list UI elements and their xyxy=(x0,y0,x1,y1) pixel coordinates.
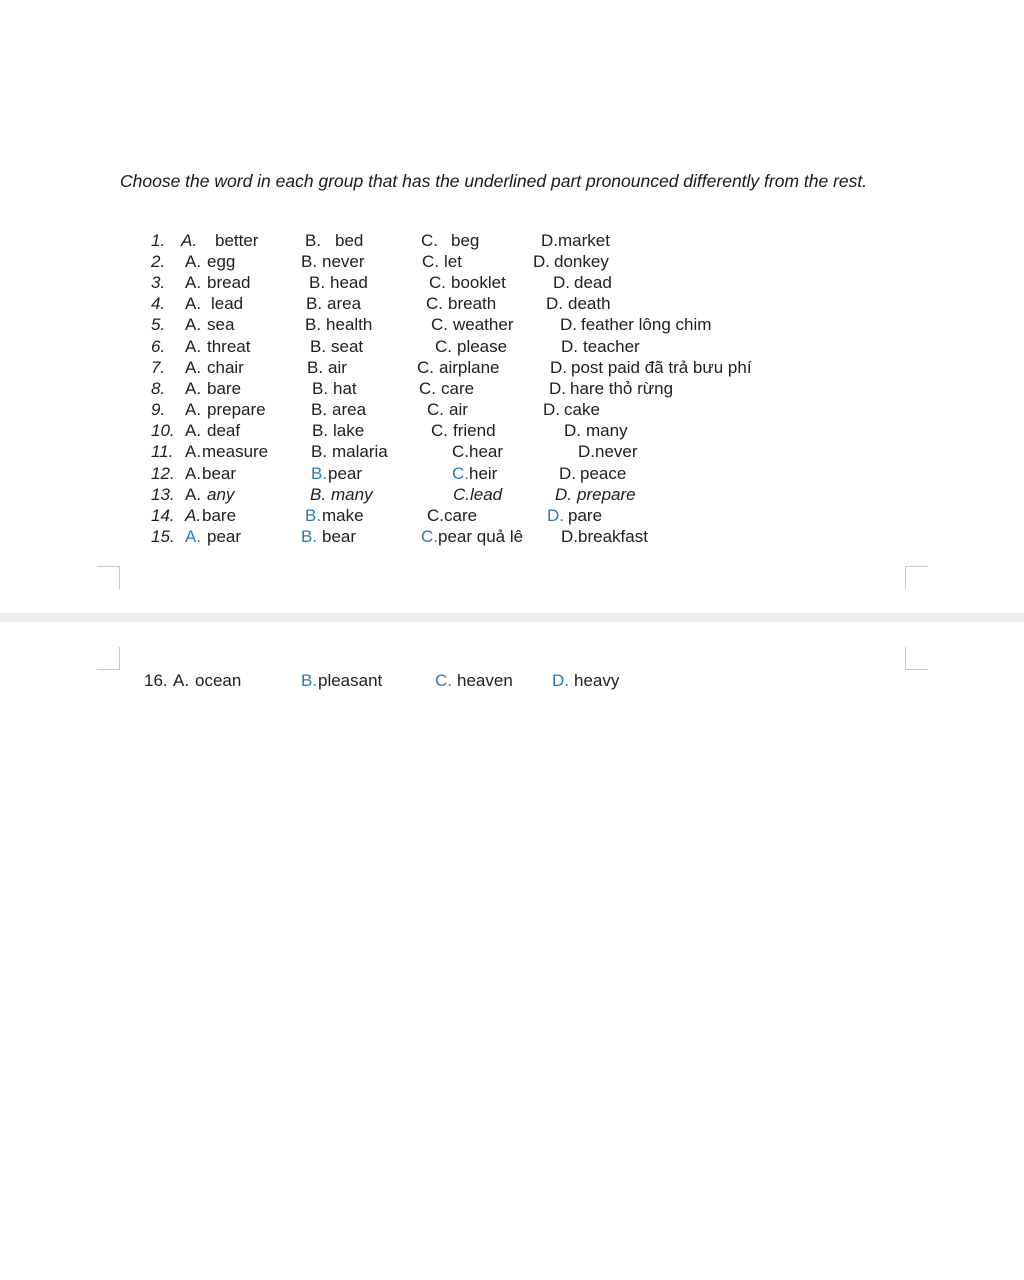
option-a-word: bread xyxy=(207,273,251,292)
option-a-prefix: A. xyxy=(185,506,202,525)
option-d-word: breakfast xyxy=(578,527,648,546)
option-c-word: booklet xyxy=(451,273,506,292)
question-row-16 xyxy=(0,670,1024,691)
question-row xyxy=(0,251,1024,272)
option-c-prefix: C. xyxy=(429,273,446,292)
option-d-prefix: D. xyxy=(549,379,566,398)
option-b-word: many xyxy=(331,485,373,504)
question-row xyxy=(0,505,1024,526)
question-row xyxy=(0,272,1024,293)
option-b-word: area xyxy=(332,400,367,419)
option-d-word: market xyxy=(558,231,610,250)
option-a-word: lead xyxy=(211,294,244,313)
option-a-prefix: A. xyxy=(185,294,202,313)
question-number: 1. xyxy=(151,231,166,250)
option-a-word: bare xyxy=(202,506,237,525)
option-c-prefix: C. xyxy=(421,527,438,546)
option-b-word: seat xyxy=(331,337,364,356)
question-row xyxy=(0,293,1024,314)
option-d-prefix: D. xyxy=(546,294,563,313)
question-row xyxy=(0,314,1024,335)
option-b-word: pleasant xyxy=(318,671,383,690)
option-a-prefix: A. xyxy=(185,379,202,398)
option-d-word: pare xyxy=(568,506,603,525)
option-c-word: care xyxy=(444,506,478,525)
option-c-word: air xyxy=(449,400,468,419)
option-a-word: egg xyxy=(207,252,236,271)
option-c-prefix: C. xyxy=(431,315,448,334)
option-d-prefix: D. xyxy=(553,273,570,292)
option-c-word: let xyxy=(444,252,462,271)
question-number: 14. xyxy=(151,506,175,525)
question-number: 12. xyxy=(151,464,175,483)
question-number: 11. xyxy=(151,442,174,461)
option-d-word: heavy xyxy=(574,671,620,690)
question-row xyxy=(0,357,1024,378)
page-break-gap xyxy=(0,613,1024,622)
question-number: 2. xyxy=(151,252,166,271)
option-a-word: measure xyxy=(202,442,269,461)
option-c-word: friend xyxy=(453,421,496,440)
option-d-word: teacher xyxy=(583,337,640,356)
option-b-word: hat xyxy=(333,379,357,398)
option-d-prefix: D. xyxy=(533,252,550,271)
option-d-prefix: D. xyxy=(559,464,576,483)
option-b-prefix: B. xyxy=(301,252,318,271)
option-b-word: area xyxy=(327,294,362,313)
option-c-word: airplane xyxy=(439,358,500,377)
option-b-word: health xyxy=(326,315,373,334)
option-b-prefix: B. xyxy=(305,315,322,334)
question-number: 16. xyxy=(144,671,168,690)
option-d-prefix: D. xyxy=(552,671,569,690)
option-a-prefix: A. xyxy=(185,442,202,461)
question-number: 15. xyxy=(151,527,175,546)
option-c-prefix: C. xyxy=(435,671,452,690)
option-c-word: beg xyxy=(451,231,480,250)
option-d-prefix: D. xyxy=(555,485,572,504)
option-d-word: feather lông chim xyxy=(581,315,712,334)
option-d-prefix: D. xyxy=(578,442,595,461)
option-b-prefix: B. xyxy=(310,337,327,356)
option-a-prefix: A. xyxy=(185,485,202,504)
option-c-word: heir xyxy=(469,464,498,483)
option-b-word: never xyxy=(322,252,365,271)
option-d-prefix: D. xyxy=(561,337,578,356)
option-b-prefix: B. xyxy=(305,231,322,250)
question-number: 13. xyxy=(151,485,175,504)
option-c-prefix: C. xyxy=(453,485,470,504)
question-row xyxy=(0,484,1024,505)
option-b-word: pear xyxy=(328,464,363,483)
option-d-word: death xyxy=(568,294,611,313)
option-a-prefix: A. xyxy=(185,400,202,419)
option-c-word: hear xyxy=(469,442,504,461)
option-b-word: lake xyxy=(333,421,365,440)
option-b-prefix: B. xyxy=(311,442,328,461)
option-a-prefix: A. xyxy=(185,464,202,483)
question-row xyxy=(0,463,1024,484)
question-row xyxy=(0,230,1024,251)
option-d-word: prepare xyxy=(577,485,636,504)
option-b-prefix: B. xyxy=(311,400,328,419)
option-b-prefix: B. xyxy=(312,379,329,398)
option-b-prefix: B. xyxy=(309,273,326,292)
option-b-prefix: B. xyxy=(311,464,328,483)
option-a-word: better xyxy=(215,231,259,250)
instruction-text: Choose the word in each group that has the underlined part pronounced differently from the rest. xyxy=(120,171,868,191)
option-a-prefix: A. xyxy=(185,337,202,356)
option-d-word: donkey xyxy=(554,252,609,271)
question-number: 6. xyxy=(151,337,166,356)
option-c-word: care xyxy=(441,379,475,398)
option-b-prefix: B. xyxy=(307,358,324,377)
option-c-prefix: C. xyxy=(419,379,436,398)
option-b-word: air xyxy=(328,358,347,377)
option-c-prefix: C. xyxy=(422,252,439,271)
option-c-prefix: C. xyxy=(435,337,452,356)
option-a-prefix: A. xyxy=(173,671,190,690)
option-c-word: pear quả lê xyxy=(438,527,524,546)
option-d-prefix: D. xyxy=(561,527,578,546)
option-d-prefix: D. xyxy=(560,315,577,334)
question-row xyxy=(0,378,1024,399)
option-c-word: lead xyxy=(470,485,503,504)
option-a-word: chair xyxy=(207,358,244,377)
option-c-word: breath xyxy=(448,294,497,313)
option-c-prefix: C. xyxy=(452,464,469,483)
option-d-prefix: D. xyxy=(541,231,558,250)
question-row xyxy=(0,441,1024,462)
option-d-word: many xyxy=(586,421,628,440)
option-b-word: bear xyxy=(322,527,357,546)
option-a-prefix: A. xyxy=(185,273,202,292)
option-a-word: pear xyxy=(207,527,242,546)
option-c-word: weather xyxy=(453,315,514,334)
question-number: 10. xyxy=(151,421,175,440)
option-a-prefix: A. xyxy=(185,527,202,546)
option-b-prefix: B. xyxy=(306,294,323,313)
option-d-word: never xyxy=(595,442,638,461)
option-d-prefix: D. xyxy=(543,400,560,419)
option-a-prefix: A. xyxy=(185,252,202,271)
option-b-prefix: B. xyxy=(301,527,318,546)
option-a-prefix: A. xyxy=(185,315,202,334)
option-b-prefix: B. xyxy=(310,485,327,504)
option-b-word: malaria xyxy=(332,442,388,461)
option-d-word: cake xyxy=(564,400,600,419)
option-c-prefix: C. xyxy=(427,400,444,419)
option-d-word: peace xyxy=(580,464,627,483)
option-a-word: ocean xyxy=(195,671,242,690)
question-row xyxy=(0,336,1024,357)
question-number: 9. xyxy=(151,400,166,419)
option-a-word: threat xyxy=(207,337,251,356)
margin-corner-mark xyxy=(97,647,120,670)
option-b-word: bed xyxy=(335,231,364,250)
option-a-prefix: A. xyxy=(185,421,202,440)
option-c-word: heaven xyxy=(457,671,513,690)
option-c-prefix: C. xyxy=(452,442,469,461)
option-b-prefix: B. xyxy=(305,506,322,525)
question-row xyxy=(0,399,1024,420)
question-number: 4. xyxy=(151,294,166,313)
option-a-prefix: A. xyxy=(185,358,202,377)
option-a-word: sea xyxy=(207,315,235,334)
option-a-word: any xyxy=(207,485,235,504)
question-number: 7. xyxy=(151,358,166,377)
option-b-prefix: B. xyxy=(301,671,318,690)
question-row xyxy=(0,420,1024,441)
question-number: 3. xyxy=(151,273,166,292)
option-d-prefix: D. xyxy=(550,358,567,377)
option-d-word: post paid đã trả bưu phí xyxy=(571,358,752,377)
option-a-word: bare xyxy=(207,379,242,398)
option-c-prefix: C. xyxy=(426,294,443,313)
margin-corner-mark xyxy=(905,647,928,670)
option-c-prefix: C. xyxy=(417,358,434,377)
option-b-word: head xyxy=(330,273,368,292)
option-d-prefix: D. xyxy=(564,421,581,440)
option-c-word: please xyxy=(457,337,508,356)
margin-corner-mark xyxy=(905,566,928,589)
question-number: 8. xyxy=(151,379,166,398)
option-b-prefix: B. xyxy=(312,421,329,440)
question-number: 5. xyxy=(151,315,166,334)
option-d-word: dead xyxy=(574,273,612,292)
option-b-word: make xyxy=(322,506,364,525)
option-d-prefix: D. xyxy=(547,506,564,525)
option-a-word: deaf xyxy=(207,421,241,440)
option-c-prefix: C. xyxy=(427,506,444,525)
question-row xyxy=(0,526,1024,547)
option-c-prefix: C. xyxy=(421,231,438,250)
option-d-word: hare thỏ rừng xyxy=(570,379,674,398)
option-c-prefix: C. xyxy=(431,421,448,440)
option-a-prefix: A. xyxy=(181,231,198,250)
margin-corner-mark xyxy=(97,566,120,589)
option-a-word: bear xyxy=(202,464,237,483)
option-a-word: prepare xyxy=(207,400,266,419)
